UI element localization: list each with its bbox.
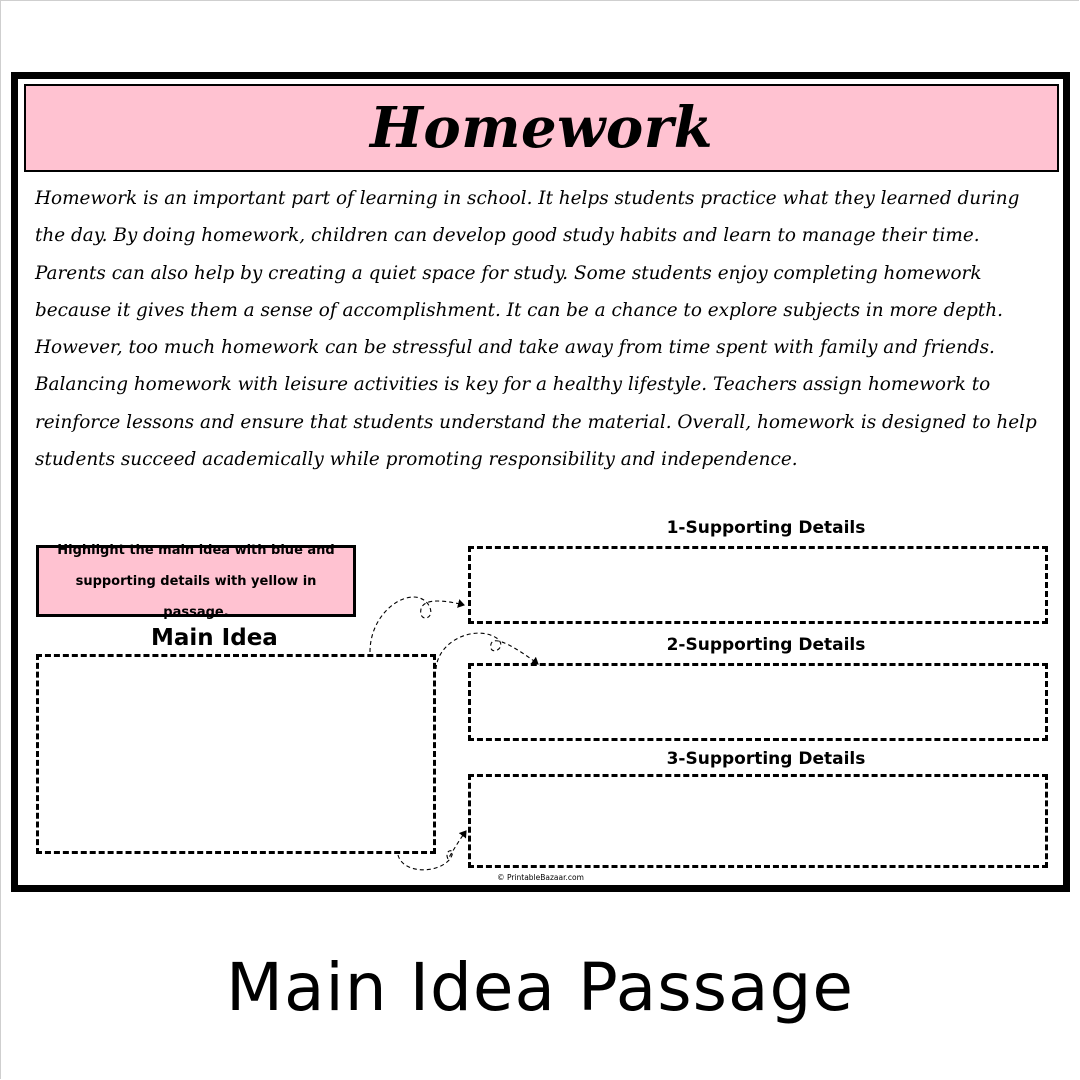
supporting-detail-1-label: 1-Supporting Details bbox=[666, 518, 866, 538]
instruction-box bbox=[36, 542, 356, 620]
main-idea-answer-box[interactable] bbox=[36, 654, 436, 854]
supporting-detail-2-answer-box[interactable] bbox=[468, 663, 1048, 741]
supporting-detail-2-label: 2-Supporting Details bbox=[666, 635, 866, 655]
main-idea-label: Main Idea bbox=[151, 625, 278, 651]
supporting-detail-3-answer-box[interactable] bbox=[468, 774, 1048, 868]
reading-passage: Homework is an important part of learning in school. It helps students practice what they learned during the day. By doing homework, children can develop good study habits and learn to manage their time. Parents can also help by creating a quiet space for study. Some students enjoy completing homework because it gives them a sense of accomplishment. It can be a chance to explore subjects in more depth. However, too much homework can be stressful and take away from time spent with family and friends. Balancing homework with leisure activities is key for a healthy lifestyle. Teachers assign homework to reinforce lessons and ensure that students understand the material. Overall, homework is designed to help students succeed academically while promoting responsibility and independence. bbox=[35, 188, 1037, 471]
supporting-detail-1-answer-box[interactable] bbox=[468, 546, 1048, 624]
instruction-text: Highlight the main idea with blue and supporting details with yellow in passage. bbox=[57, 542, 335, 620]
worksheet bbox=[11, 72, 1070, 892]
arrow-to-detail-1 bbox=[370, 597, 464, 652]
title-bar bbox=[24, 84, 1059, 172]
copyright-notice: © PrintableBazaar.com bbox=[497, 873, 584, 882]
caption: Main Idea Passage bbox=[226, 949, 854, 1026]
worksheet-title: Homework bbox=[369, 95, 713, 161]
supporting-detail-3-label: 3-Supporting Details bbox=[666, 749, 866, 769]
